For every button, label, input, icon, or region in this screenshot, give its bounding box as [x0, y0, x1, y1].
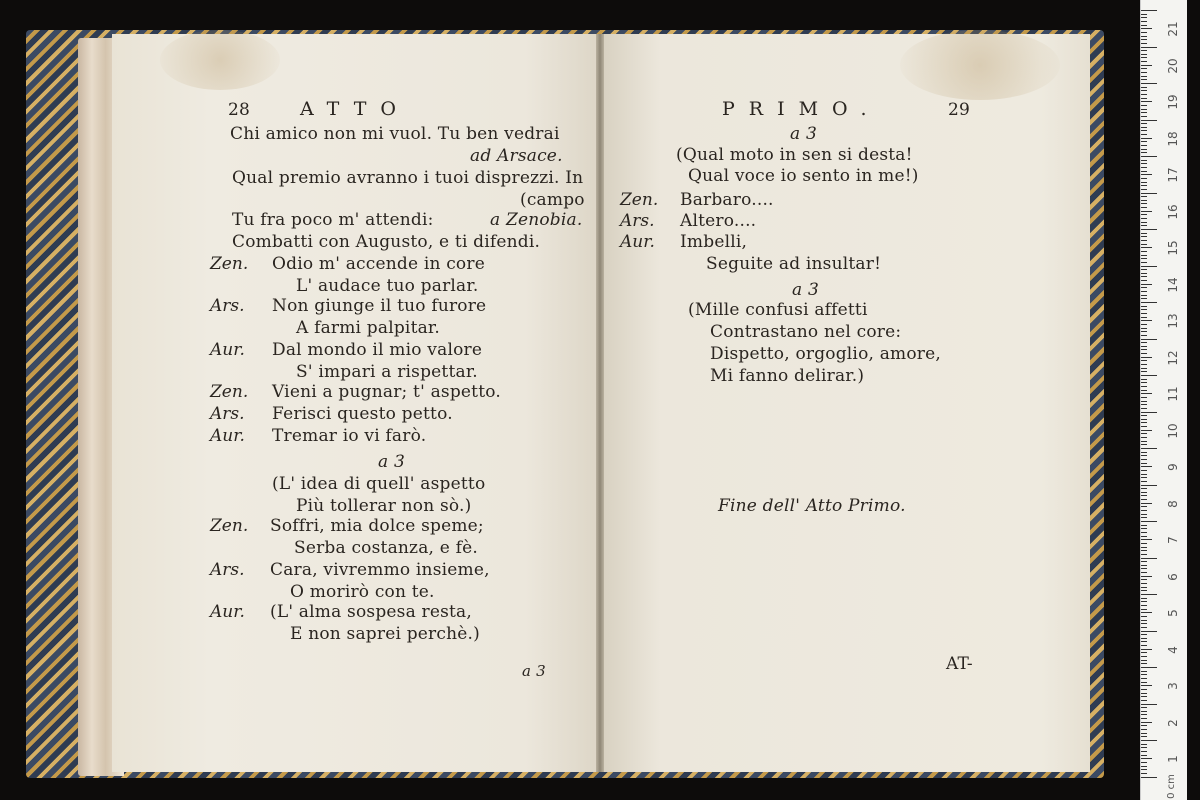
ruler-tick	[1141, 521, 1157, 522]
ruler-label: 13	[1166, 313, 1180, 329]
ruler-tick	[1141, 185, 1147, 186]
ruler-tick	[1141, 134, 1147, 135]
a3-label: a 3	[790, 124, 817, 144]
ruler-tick	[1141, 61, 1147, 62]
ruler-tick	[1141, 510, 1147, 511]
ruler-tick	[1141, 495, 1147, 496]
ruler-tick	[1141, 266, 1157, 267]
ruler-tick	[1141, 773, 1147, 774]
ruler-tick	[1141, 72, 1147, 73]
verse-line: Altero....	[680, 211, 757, 231]
ruler-tick	[1141, 711, 1147, 712]
verse-line: (Mille confusi affetti	[688, 300, 868, 320]
ruler-tick	[1141, 211, 1152, 212]
text-line: (campo	[520, 190, 585, 210]
speaker-label: Ars.	[210, 560, 245, 580]
ruler-tick	[1141, 130, 1147, 131]
ruler-tick	[1141, 251, 1147, 252]
ruler-tick	[1141, 207, 1147, 208]
ruler-tick	[1141, 10, 1157, 11]
ruler-tick	[1141, 638, 1147, 639]
ruler-tick	[1141, 320, 1152, 321]
ruler-label: 16	[1166, 203, 1180, 220]
ruler-tick	[1141, 536, 1147, 537]
ruler-tick	[1141, 364, 1147, 365]
ruler-tick	[1141, 590, 1147, 591]
ruler-tick	[1141, 149, 1147, 150]
verse-line: S' impari a rispettar.	[296, 362, 478, 382]
verse-line: O morirò con te.	[290, 582, 435, 602]
ruler-tick	[1141, 178, 1147, 179]
ruler-tick	[1141, 357, 1152, 358]
ruler-tick	[1141, 76, 1147, 77]
speaker-label: Zen.	[210, 254, 249, 274]
ruler-tick	[1141, 714, 1147, 715]
ruler-tick	[1141, 258, 1147, 259]
ruler-tick	[1141, 57, 1147, 58]
ruler-tick	[1141, 346, 1147, 347]
ruler-label: 21	[1166, 21, 1180, 37]
paper-stain	[160, 30, 280, 90]
ruler-tick	[1141, 463, 1147, 464]
ruler-tick	[1141, 269, 1147, 270]
ruler-tick	[1141, 120, 1157, 121]
ruler-tick	[1141, 609, 1147, 610]
ruler-tick	[1141, 488, 1147, 489]
ruler-tick	[1141, 517, 1147, 518]
ruler-tick	[1141, 576, 1152, 577]
ruler-tick	[1141, 50, 1147, 51]
ruler-tick	[1141, 539, 1152, 540]
ruler-tick	[1141, 422, 1147, 423]
ruler-tick	[1141, 707, 1147, 708]
ruler-tick	[1141, 444, 1147, 445]
ruler-tick	[1141, 572, 1147, 573]
ruler-tick	[1141, 419, 1147, 420]
ruler-tick	[1141, 568, 1147, 569]
ruler-tick	[1141, 138, 1152, 139]
ruler-tick	[1141, 236, 1147, 237]
ruler-tick	[1141, 360, 1147, 361]
verse-line: Qual voce io sento in me!)	[688, 166, 919, 186]
ruler-tick	[1141, 214, 1147, 215]
ruler-tick	[1141, 766, 1147, 767]
ruler-tick	[1141, 90, 1147, 91]
ruler-tick	[1141, 649, 1152, 650]
speaker-label: Zen.	[620, 190, 659, 210]
ruler-tick	[1141, 196, 1147, 197]
ruler-label: 9	[1166, 463, 1180, 471]
ruler-tick	[1141, 291, 1147, 292]
ruler-label: 11	[1166, 386, 1180, 402]
ruler-tick	[1141, 455, 1147, 456]
ruler-tick	[1141, 430, 1152, 431]
ruler-tick	[1141, 733, 1147, 734]
ruler-tick	[1141, 433, 1147, 434]
ruler-tick	[1141, 696, 1147, 697]
ruler-tick	[1141, 492, 1147, 493]
verse-line: Serba costanza, e fè.	[294, 538, 478, 558]
ruler-tick	[1141, 561, 1147, 562]
ruler-label: 12	[1166, 349, 1180, 366]
ruler-tick	[1141, 656, 1147, 657]
ruler-tick	[1141, 587, 1147, 588]
ruler-tick	[1141, 222, 1147, 223]
ruler-tick	[1141, 273, 1147, 274]
ruler-tick	[1141, 339, 1157, 340]
ruler-tick	[1141, 287, 1147, 288]
ruler-tick	[1141, 309, 1147, 310]
ruler-tick	[1141, 547, 1147, 548]
ruler-tick	[1141, 729, 1147, 730]
ruler-tick	[1141, 382, 1147, 383]
ruler-label: 6	[1166, 572, 1180, 581]
ruler-tick	[1141, 470, 1147, 471]
ruler-tick	[1141, 313, 1147, 314]
ruler-tick	[1141, 262, 1147, 263]
ruler-tick	[1141, 605, 1147, 606]
ruler-tick	[1141, 317, 1147, 318]
ruler-tick	[1141, 751, 1147, 752]
verse-line: Soffri, mia dolce speme;	[270, 516, 484, 536]
ruler-tick	[1141, 744, 1147, 745]
ruler-tick	[1141, 112, 1147, 113]
ruler-tick	[1141, 477, 1147, 478]
ruler-tick	[1141, 466, 1152, 467]
ruler-tick	[1141, 601, 1147, 602]
ruler-tick	[1141, 203, 1147, 204]
ruler-tick	[1141, 525, 1147, 526]
paper-stain	[900, 30, 1060, 100]
ruler-tick	[1141, 663, 1147, 664]
signature-mark: a 3	[522, 662, 546, 680]
ruler-tick	[1141, 32, 1147, 33]
ruler-label: 19	[1166, 94, 1180, 110]
ruler-tick	[1141, 685, 1152, 686]
ruler-tick	[1141, 174, 1152, 175]
verse-line: E non saprei perchè.)	[290, 624, 480, 644]
ruler-tick	[1141, 225, 1147, 226]
stage-direction: ad Arsace.	[470, 146, 563, 166]
verse-line: Più tollerar non sò.)	[296, 496, 472, 516]
ruler-tick	[1141, 747, 1147, 748]
ruler-tick	[1141, 671, 1147, 672]
ruler-tick	[1141, 152, 1147, 153]
ruler-label: 17	[1166, 167, 1180, 183]
ruler-tick	[1141, 371, 1147, 372]
ruler-tick	[1141, 579, 1147, 580]
ruler-tick	[1141, 280, 1147, 281]
ruler-tick	[1141, 474, 1147, 475]
ruler-label: 15	[1166, 240, 1180, 256]
speaker-label: Aur.	[210, 602, 245, 622]
ruler-tick	[1141, 718, 1147, 719]
verse-line: Barbaro....	[680, 190, 774, 210]
ruler-tick	[1141, 156, 1157, 157]
ruler-tick	[1141, 645, 1147, 646]
ruler-tick	[1141, 631, 1157, 632]
ruler-tick	[1141, 302, 1157, 303]
ruler-tick	[1141, 193, 1157, 194]
ruler-tick	[1141, 171, 1147, 172]
ruler-tick	[1141, 328, 1147, 329]
ruler-tick	[1141, 116, 1147, 117]
measurement-ruler	[1140, 0, 1187, 800]
act-end-note: Fine dell' Atto Primo.	[718, 496, 906, 516]
ruler-label: 3	[1166, 682, 1180, 690]
ruler-tick	[1141, 298, 1147, 299]
ruler-tick	[1141, 233, 1147, 234]
ruler-tick	[1141, 21, 1147, 22]
ruler-tick	[1141, 777, 1157, 778]
right-page-number: 29	[948, 100, 971, 120]
book-gutter	[596, 34, 604, 772]
ruler-tick	[1141, 14, 1147, 15]
a3-label: a 3	[792, 280, 819, 300]
ruler-tick	[1141, 543, 1147, 544]
ruler-tick	[1141, 682, 1147, 683]
ruler-tick	[1141, 182, 1147, 183]
ruler-tick	[1141, 189, 1147, 190]
ruler-tick	[1141, 17, 1147, 18]
ruler-tick	[1141, 368, 1147, 369]
verse-line: (L' idea di quell' aspetto	[272, 474, 486, 494]
ruler-tick	[1141, 412, 1157, 413]
right-running-header: PRIMO.	[722, 98, 881, 120]
speaker-label: Zen.	[210, 516, 249, 536]
ruler-tick	[1141, 229, 1157, 230]
ruler-tick	[1141, 674, 1147, 675]
ruler-tick	[1141, 565, 1147, 566]
ruler-tick	[1141, 616, 1147, 617]
ruler-tick	[1141, 28, 1152, 29]
ruler-unit: 0 cm	[1165, 774, 1177, 799]
ruler-tick	[1141, 335, 1147, 336]
left-running-header: ATTO	[300, 98, 410, 120]
ruler-tick	[1141, 39, 1147, 40]
ruler-label: 18	[1166, 130, 1180, 147]
verse-line: Vieni a pugnar; t' aspetto.	[272, 382, 501, 402]
ruler-tick	[1141, 503, 1152, 504]
ruler-tick	[1141, 79, 1147, 80]
ruler-tick	[1141, 404, 1147, 405]
ruler-tick	[1141, 481, 1147, 482]
verse-line: Cara, vivremmo insieme,	[270, 560, 490, 580]
ruler-tick	[1141, 83, 1157, 84]
verse-line: Dal mondo il mio valore	[272, 340, 483, 360]
ruler-tick	[1141, 379, 1147, 380]
ruler-tick	[1141, 295, 1147, 296]
ruler-tick	[1141, 141, 1147, 142]
ruler-tick	[1141, 426, 1147, 427]
ruler-tick	[1141, 415, 1147, 416]
ruler-tick	[1141, 704, 1157, 705]
ruler-tick	[1141, 353, 1147, 354]
ruler-tick	[1141, 324, 1147, 325]
ruler-tick	[1141, 390, 1147, 391]
ruler-tick	[1141, 200, 1147, 201]
ruler-tick	[1141, 550, 1147, 551]
ruler-tick	[1141, 167, 1147, 168]
ruler-tick	[1141, 598, 1147, 599]
ruler-tick	[1141, 109, 1147, 110]
ruler-label: 2	[1166, 718, 1180, 727]
ruler-tick	[1141, 375, 1157, 376]
verse-line: Seguite ad insultar!	[706, 254, 882, 274]
ruler-label: 20	[1166, 57, 1180, 74]
ruler-tick	[1141, 218, 1147, 219]
ruler-tick	[1141, 660, 1147, 661]
ruler-tick	[1141, 452, 1147, 453]
verse-line: Dispetto, orgoglio, amore,	[710, 344, 941, 364]
ruler-tick	[1141, 612, 1152, 613]
ruler-tick	[1141, 437, 1147, 438]
verse-line: Non giunge il tuo furore	[272, 296, 487, 316]
ruler-tick	[1141, 634, 1147, 635]
ruler-tick	[1141, 769, 1147, 770]
ruler-tick	[1141, 441, 1147, 442]
ruler-tick	[1141, 667, 1157, 668]
ruler-tick	[1141, 94, 1147, 95]
ruler-label: 14	[1166, 276, 1180, 293]
verse-line: (L' alma sospesa resta,	[270, 602, 473, 622]
ruler-tick	[1141, 306, 1147, 307]
ruler-tick	[1141, 240, 1147, 241]
ruler-tick	[1141, 758, 1152, 759]
ruler-tick	[1141, 160, 1147, 161]
verse-line: Ferisci questo petto.	[272, 404, 453, 424]
ruler-tick	[1141, 700, 1147, 701]
verse-line: Mi fanno delirar.)	[710, 366, 865, 386]
text-line: Combatti con Augusto, e ti difendi.	[232, 232, 541, 252]
ruler-tick	[1141, 459, 1147, 460]
ruler-tick	[1141, 101, 1152, 102]
ruler-tick	[1141, 342, 1147, 343]
speaker-label: Ars.	[210, 404, 245, 424]
speaker-label: Aur.	[210, 340, 245, 360]
ruler-tick	[1141, 725, 1147, 726]
ruler-tick	[1141, 393, 1152, 394]
ruler-tick	[1141, 583, 1147, 584]
ruler-tick	[1141, 331, 1147, 332]
ruler-label: 8	[1166, 499, 1180, 508]
ruler-tick	[1141, 558, 1157, 559]
verse-line: Contrastano nel core:	[710, 322, 902, 342]
ruler-tick	[1141, 514, 1147, 515]
ruler-tick	[1141, 401, 1147, 402]
ruler-tick	[1141, 127, 1147, 128]
ruler-tick	[1141, 678, 1147, 679]
ruler-tick	[1141, 485, 1157, 486]
verse-line: A farmi palpitar.	[296, 318, 440, 338]
ruler-tick	[1141, 448, 1157, 449]
ruler-tick	[1141, 689, 1147, 690]
ruler-tick	[1141, 36, 1147, 37]
catchword: AT-	[946, 654, 973, 674]
ruler-tick	[1141, 652, 1147, 653]
ruler-tick	[1141, 25, 1147, 26]
ruler-tick	[1141, 87, 1147, 88]
ruler-tick	[1141, 740, 1157, 741]
ruler-tick	[1141, 408, 1147, 409]
left-page-number: 28	[228, 100, 251, 120]
verse-line: Imbelli,	[680, 232, 748, 252]
ruler-tick	[1141, 47, 1157, 48]
ruler-tick	[1141, 736, 1147, 737]
a3-label: a 3	[378, 452, 405, 472]
ruler-label: 7	[1166, 536, 1180, 544]
verse-line: Odio m' accende in core	[272, 254, 485, 274]
ruler-tick	[1141, 620, 1147, 621]
ruler-label: 10	[1166, 422, 1180, 439]
ruler-label: 5	[1166, 609, 1180, 617]
ruler-tick	[1141, 693, 1147, 694]
verse-line: L' audace tuo parlar.	[296, 276, 479, 296]
text-line: Chi amico non mi vuol. Tu ben vedrai	[230, 124, 560, 144]
ruler-tick	[1141, 627, 1147, 628]
ruler-tick	[1141, 68, 1147, 69]
ruler-tick	[1141, 123, 1147, 124]
text-line: Qual premio avranno i tuoi disprezzi. In	[232, 168, 584, 188]
ruler-tick	[1141, 506, 1147, 507]
ruler-label: 4	[1166, 645, 1180, 654]
ruler-tick	[1141, 163, 1147, 164]
ruler-tick	[1141, 722, 1152, 723]
ruler-tick	[1141, 145, 1147, 146]
speaker-label: Aur.	[620, 232, 655, 252]
ruler-tick	[1141, 532, 1147, 533]
speaker-label: Ars.	[210, 296, 245, 316]
speaker-label: Aur.	[210, 426, 245, 446]
ruler-tick	[1141, 623, 1147, 624]
speaker-label: Ars.	[620, 211, 655, 231]
verse-line: (Qual moto in sen si desta!	[676, 145, 913, 165]
ruler-tick	[1141, 499, 1147, 500]
text-line: Tu fra poco m' attendi:	[232, 210, 434, 230]
ruler-tick	[1141, 244, 1147, 245]
ruler-tick	[1141, 255, 1147, 256]
ruler-tick	[1141, 755, 1147, 756]
ruler-tick	[1141, 43, 1147, 44]
ruler-label: 1	[1166, 755, 1180, 763]
ruler-tick	[1141, 528, 1147, 529]
ruler-tick	[1141, 349, 1147, 350]
ruler-tick	[1141, 641, 1147, 642]
ruler-tick	[1141, 594, 1157, 595]
ruler-tick	[1141, 98, 1147, 99]
ruler-tick	[1141, 554, 1147, 555]
stage-direction: a Zenobia.	[490, 210, 583, 230]
ruler-tick	[1141, 284, 1152, 285]
ruler-tick	[1141, 65, 1152, 66]
ruler-tick	[1141, 276, 1147, 277]
ruler-tick	[1141, 247, 1152, 248]
ruler-tick	[1141, 54, 1147, 55]
verse-line: Tremar io vi farò.	[272, 426, 427, 446]
ruler-tick	[1141, 762, 1147, 763]
ruler-tick	[1141, 397, 1147, 398]
ruler-tick	[1141, 386, 1147, 387]
ruler-tick	[1141, 105, 1147, 106]
speaker-label: Zen.	[210, 382, 249, 402]
